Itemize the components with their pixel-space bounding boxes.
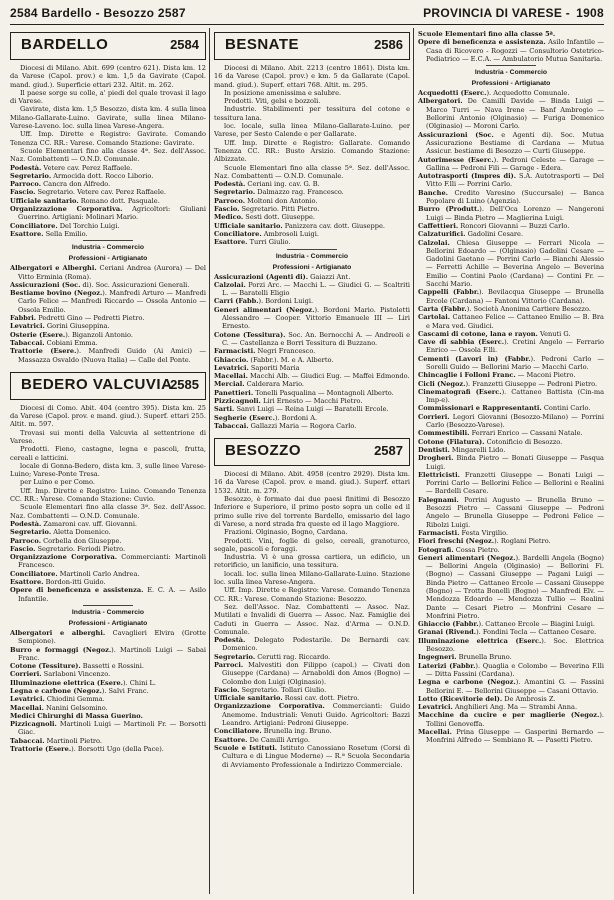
paragraph: Frazioni. Olginasio, Bogno, Cardana. — [224, 528, 348, 537]
town-name: BARDELLO — [21, 36, 109, 53]
section-heading: Industria - Commercio — [71, 608, 145, 616]
header-left: 2584 Bardello - Besozzo 2587 — [10, 6, 186, 20]
entry: Scuole Elementari fino alla classe 5ª. — [418, 30, 556, 38]
paragraph: per Luino e per Como. — [20, 478, 96, 487]
entry: Cave di sabbia (Eserc.). Cretini Angelo — Ferrario Enrico — Ossola F.lli. — [418, 338, 604, 355]
column-3 — [418, 30, 604, 894]
entry: Cementi (Lavori in) (Fabbr.). Pedroni Carlo — Sorelli Guido — Bellorini Mario — Macchi Carlo. — [418, 354, 604, 371]
entry: Illuminazione elettrica (Esere.). Chini L. — [10, 678, 157, 687]
entry: Albergatori. De Camilli Davide — Binda Luigi — Marco Turri — Nava Irene — Banf Ambrogio — Bellorini Antonio (Olginasio) — Furiga Domenico (Olginasio) — Moroni Carlo. — [418, 97, 604, 131]
entry: Organizzazione Corporativa. Commercianti: Martinoli Francesco. — [10, 553, 206, 570]
entry: Cappelli (Fabbr.). Bevilacqua Giuseppe — Brunella Ercole (Cardana) — Fantoni Vittorio (Cardana). — [418, 288, 604, 305]
entry: Tabaccai. Gallazzi Maria — Rogora Carlo. — [214, 421, 357, 430]
entry: Fascio. Segretario. Vetere cav. Perez Raffaele. — [10, 188, 166, 197]
entry: Macellai. Prina Giuseppe — Gasperini Bernardo — Monfrini Alfredo — Sembiano R. — Pasetti Pietro. — [418, 728, 604, 745]
entry: Levatrici. Anghilieri Ang. Ma — Strambi Anna. — [418, 703, 578, 712]
paragraph: Diocesi di Milano. Abit. 699 (centro 621). Dista km. 12 da Varese (Capol. prov.) e km. 1,5 da Gavirate (Capol. mand. giud.). Superficie ettari 232. Altit. m. 262. — [10, 64, 206, 89]
paragraph: Prodotti. Vini, foglie di gelso, cereali, granoturco, segale, pascoli e foraggi. — [214, 536, 410, 553]
entry: Esattore. De Camilli Arrigo. — [214, 735, 310, 744]
entry: Falegnami. Porrini Augusto — Brunella Bruno — Besozzi Pietro — Cassani Giuseppe — Pedroni Angelo — Brunella Giuseppe — Pedroni Felice — Ribolzi Luigi. — [418, 495, 604, 529]
column-2 — [214, 30, 410, 894]
town-box-bedero — [10, 372, 206, 400]
entry: Farmacisti. Negri Francesco. — [214, 347, 316, 356]
entry: Osterie (Esere.). Biganzoli Antonio. — [10, 330, 133, 339]
entry: Podestà. Ceriani ing. cav. G. B. — [214, 180, 320, 189]
entry: Commestibili. Ferrari Enrico — Cassani Natale. — [418, 429, 583, 438]
entry: Autorimesse (Eserc.). Pedroni Celeste — Garage — Gallina — Pedroni Fili — Garage - Edera. — [418, 155, 604, 172]
divider — [287, 249, 337, 250]
entry: Parroco. Moltoni don Antonio. — [214, 196, 318, 205]
entry: Medici Chirurghi di Massa Guerino. — [10, 711, 143, 720]
entry: Cascami di cotone, lana e rayon. Venuti G. — [418, 329, 571, 338]
entry: Fascio. Segretario. Tollari Giulio. — [214, 685, 327, 694]
entry: Esattore. Sella Emilio. — [10, 229, 88, 238]
entry: Granai (Rivend.). Fondini Tecla — Cattaneo Cesare. — [418, 628, 597, 637]
entry: Macchine da cucire e per maglierie (Negoz.). Tollini Genoveffa. — [418, 711, 604, 728]
paragraph: Uff. Imp. Dirette e Registro: Gallarate. Comando Tenenza CC. RR.: Busto Arsizio. Comando Stazione: Albizzate. — [214, 138, 410, 164]
entry: Mercial. Calderara Mario. — [214, 380, 305, 389]
entry: Medico. Sesti dott. Giuseppe. — [214, 213, 315, 222]
entry: Parroco. Cancra don Alfredo. — [10, 180, 111, 189]
entry: Ufficiale sanitario. Rossi cav. dott. Pietro. — [214, 694, 360, 703]
entry: Assicurazioni (Agenti di). Gaiazzi Ant. — [214, 272, 351, 281]
entry: Elettricisti. Franzetti Giuseppe — Bonati Luigi — Porrini Carlo — Bellorini Felice — Bellorini e Realini — Bardelli Cesare. — [418, 470, 604, 496]
entry: Organizzazione Corporativa. Agricoltori: Giuliani Guerrino. Artigiani: Molinari Mario. — [10, 205, 206, 222]
section-subheading: Professioni - Artigianato — [68, 255, 148, 263]
entry: Fascio. Segretario. Pitti Pietro. — [214, 205, 320, 214]
entry: Illuminazione elettrica (Eserc.). Soc. Elettrica Besozzo. — [418, 636, 604, 654]
divider — [83, 240, 133, 241]
entry: Segretario. Armocida dott. Rocco Liborio. — [10, 171, 154, 180]
section-subheading: Professioni - Artigianato — [471, 80, 551, 88]
entry: Scuole e Istituti. Istituto Canossiano Rosetum (Corsi di Cultura e di Lingue Moderne) — R.ª Scuola Secondaria di Avviamento Professionale a Indirizzo Commerciale. — [214, 743, 410, 769]
entry: Conciliatore. Del Torchio Luigi. — [10, 221, 120, 230]
entry: Ingegneri. Brunella Bruno. — [418, 653, 512, 662]
entry: Organizzazione Corporativa. Commercianti: Guido Anemome. Industriali: Venuti Guido. Agricoltori: Bazzi Leandro. Artigiani: Pedroni Giuseppe. — [214, 702, 410, 728]
entry: Cinematografi (Eserc.). Cattaneo Battista (Cin-ma Imp-e). — [418, 387, 604, 405]
entry: Segretario. Cerutti rag. Riccardo. — [214, 652, 331, 661]
entry: Corrieri. Sarlaboni Vincenzo. — [10, 670, 111, 679]
entry: Esattore. Turri Giulio. — [214, 238, 291, 247]
entry: Conciliatore. Ambrosoli Luigi. — [214, 229, 319, 238]
paragraph: Diocesi di Milano. Abit. 4958 (centro 2929). Dista km. 16 da Varese (Capol. prov. e mand. giud.). Superf. ettari 1532. Altit. m. 279. — [214, 470, 410, 495]
entry: Burro e formaggi (Negoz.). Martinoli Luigi — Sabai Franc. — [10, 645, 206, 662]
section-heading: Industria - Commercio — [474, 69, 548, 77]
town-name: BESOZZO — [225, 442, 302, 460]
entry: Carri (Fabb.). Bordoni Luigi. — [214, 297, 314, 306]
paragraph: locali. loc. sulla linea Milano-Gallarate-Luino. Stazione loc. sulla linea Varese-Angera. — [214, 569, 410, 587]
entry: Ghiaccio (Fabbr.). Cattaneo Ercole — Biagini Luigi. — [418, 620, 595, 629]
entry: Generi alimentari (Negoz.). Bordoni Mario. Pistoletti Alessandro — Cooper. Vittorio Emanuele III — Liri Ernesto. — [214, 305, 410, 331]
entry: Drogheri. Binda Pietro — Bonati Giuseppe — Pasqua Luigi. — [418, 454, 604, 471]
entry: Macellai. Nanini Gelsomino. — [10, 703, 108, 712]
town-number: 2584 — [170, 37, 199, 52]
entry: Parroci. Malvestiti don Filippo (capol.) — Civati don Giuseppe (Cardana) — Arnaboldi don Amos (Bogno) — Colombo don Luigi (Olginasio). — [214, 661, 410, 686]
entry: Panettieri. Tonelli Pasqualina — Montagnoli Alberto. — [214, 388, 394, 397]
column-1 — [10, 30, 206, 894]
town-name: BEDERO VALCUVIA — [21, 375, 173, 393]
paragraph: Scuole Elementari fino alla classe 3ª. Sez. dell'Assoc. Naz. Combattenti — O.N.D. Comunale. — [10, 503, 206, 520]
entry: Fascio. Segretario. Feriodi Pietro. — [10, 544, 126, 553]
column-divider — [413, 28, 414, 894]
entry: Levatrici. Gorini Giuseppina. — [10, 322, 110, 331]
header-rule — [10, 24, 604, 25]
entry: Conciliatore. Brunella ing. Bruno. — [214, 727, 332, 736]
paragraph: Besozzo, è formato dai due paesi finitimi di Besozzo Inferiore e Superiore, il primo posto sopra un colle ed il primo sulle rive del torrente Bardello, emissario del lago di Varese, a nord strada fra queste ed il lago Maggiore. — [214, 495, 410, 528]
entry: Autotrasporti (Impres di). S.A. Autotrasporti — Del Vitto F.lli — Porrini Carlo. — [418, 172, 604, 189]
entry: Podestà. Zamaroni cav. uff. Giovanni. — [10, 519, 138, 528]
header-right — [423, 6, 604, 20]
town-name: BESNATE — [225, 36, 300, 53]
section-subheading: Professioni - Artigianato — [272, 263, 352, 271]
entry: Fabbri. Pedretti Gino — Pedretti Pietro. — [10, 314, 145, 323]
entry: Cotone (Tessitura). Soc. An. Bernocchi A. — Andreoli e C. — Castellanza e Borri Tessitura di Buzzano. — [214, 330, 410, 347]
entry: Tabaccai. Cobiani Emma. — [10, 338, 98, 347]
entry: Albergatori e Alberghi. Ceriani Andrea (Aurora) — Del Vitto Erminia (Roma). — [10, 264, 206, 281]
entry: Segretario. Aletta Domenico. — [10, 528, 111, 537]
entry: Banche. Credito Varesino (Succursale) — Banca Popolare di Luino (Agenzia). — [418, 188, 604, 206]
entry: Carta (Fabbr.). Società Anonima Cartiere Besozzo. — [418, 304, 591, 313]
entry: Legna e carbone (Negoz.). Amantini G. — Fassini Bellorini E. — Bellorini Giuseppe — Casani Ottavio. — [418, 678, 604, 695]
paragraph: loc. locale, sulla linea Milano-Gallarate-Luino. per Varese, per Sesto Calende e per Gallarate. — [214, 122, 410, 139]
town-box-besozzo — [214, 438, 410, 466]
entry: Bestiame bovino (Negoz.). Manfredi Arturo — Manfredi Carlo Felice — Manfredi Riccardo — Ossola Antonio — Ossola Emilio. — [10, 289, 206, 314]
entry: Calzolai. Porzi Arc. — Macchi L. — Giudici G. — Scaltriti L. — Baratelli Eligio — [214, 280, 410, 298]
town-number: 2585 — [170, 376, 199, 392]
entry: Segretario. Dalmazzo rag. Francesco. — [214, 188, 344, 197]
entry: Cartolai. Cattaneo Felice — Cattaneo Emilio — B. Bra e Mara ved. Giudici. — [418, 313, 604, 330]
section-subheading: Professioni - Artigianato — [68, 619, 148, 627]
town-box-besnate — [214, 32, 410, 60]
header-province: PROVINCIA DI VARESE - — [423, 6, 571, 20]
entry: Conciliatore. Martinoli Carlo Andrea. — [10, 569, 140, 578]
section-heading: Industria - Commercio — [275, 252, 349, 260]
paragraph: Prodotti. Viti, gelsi e bozzoli. — [224, 97, 321, 106]
entry: Albergatori e alberghi. Cavaglieri Elvira (Grotte Sempione). — [10, 628, 206, 646]
town-number: 2586 — [374, 37, 403, 52]
paragraph: Prodotti. Fieno, castagne, legna e pascoli, frutta, cereali e latticini. — [10, 445, 206, 462]
entry: Assicurazioni (Soc. di). Soc. Assicurazioni Generali. — [10, 280, 190, 289]
entry: Cotone (Tessiture). Bassetti e Rossini. — [10, 662, 145, 671]
entry: Sarti. Sanvi Luigi — Reina Luigi — Baratelli Ercole. — [214, 405, 389, 414]
paragraph: Sez. dell'Assoc. Naz. Combattenti — Assoc. Naz. Mutilati e Invalidi di Guerra — Assoc. Naz. Famiglie dei Caduti in Guerra — Assoc. Naz. d'Arma — O.N.D. Comunale. — [214, 602, 410, 636]
entry: Dentisti. Mingarelli Lido. — [418, 445, 506, 454]
paragraph: Uff. Imp. Dirette e Registro: Varese. Comando Tenenza CC. RR.: Varese. Comando Stazione: Besozzo. — [214, 586, 410, 603]
column-divider — [209, 28, 210, 894]
entry: Ufficiale sanitario. Romano dott. Pasquale. — [10, 196, 160, 205]
entry: Macellai. Macchi Alb. — Giudici Eug. — Maffei Edmondo. — [214, 372, 410, 381]
paragraph: Trovasi sui monti della Valcuvia al settentrione di Varese. — [10, 428, 206, 445]
paragraph: In posizione amenissima e salubre. — [224, 88, 342, 97]
entry: Podestà. Vetere cav. Perez Raffaele. — [10, 163, 133, 172]
page-number: 1908 — [576, 6, 604, 20]
entry: Commissionari e Rappresentanti. Contini Carlo. — [418, 404, 591, 413]
entry: Levatrici. Chiodini Gemma. — [10, 695, 105, 704]
entry: Podestà. Delegato Podestarile. De Bernardi cav. Domenico. — [214, 636, 410, 653]
entry: Cotone (Filatura). Cotonificio di Besozzo. — [418, 437, 563, 446]
paragraph: Il paese sorge su colle, a' piedi del quale trovasi il lago di Varese. — [10, 88, 206, 106]
entry: Generi alimentari (Negoz.). Bardelli Angela (Bogno) — Bellorini Angela (Olginasio) — Bellorini Fi. (Bogno) — Cassani Giuseppe — Pagani Luigi — Binda Pietro — Cattaneo Ercole — Cassani Giuseppe (Bogno) — Trotta Bonelli (Bogno) — Manfredi Elv. — Mendozza Edoardo — Mendozza Tullio — Realini Dante — Cesari Pietro — Monfrini Cesare — Monfrini Pietro. — [418, 553, 604, 620]
entry: Assicurazioni (Soc. e Agenti di). Soc. Mutua Assicurazione Bestiame di Cardana — Mutua Assicur. bestiame di Besozzo — Curti Giuseppe. — [418, 130, 604, 156]
entry: Cicli (Negoz.). Franzetti Giuseppe — Pedroni Pietro. — [418, 379, 598, 388]
section-heading: Industria - Commercio — [71, 244, 145, 252]
entry: Fotografi. Cossa Pietro. — [418, 545, 500, 554]
entry: Calzolai. Chiesa Giuseppe — Ferrari Nicola — Bellorini Edoardo — (Olginasio) Gadolini Cesare — Gadolini Gaetano — Porrini Carlo — Bianchi Alessio — Ferretti Achille — Beverina Angelo — Beverina Emilio — Contini Paolo (Cardana) — Contini Fr. — Sacchi Mario. — [418, 238, 604, 289]
entry: Caffettieri. Roncori Giovanni — Buzzi Carlo. — [418, 221, 570, 230]
entry: Ghiaccio. (Fabbr.). M. e A. Alberto. — [214, 355, 334, 364]
entry: Opere di beneficenza e assistenza. Asilo Infantile — Casa di Ricovero - Rogozzi — Consultorio Ostetrico-Pediatrico — E.C.A. — Ambulatorio Mutua Sanitaria. — [418, 38, 604, 63]
paragraph: Diocesi di Como. Abit. 404 (centro 395). Dista km. 25 da Varese (Capol. prov. e mand. giud.). Superf. ettari 255. Altit. m. 597. — [10, 403, 206, 429]
paragraph: locale di Gonna-Bedero, dista km. 3, sulle linee Varese-Luino; Varese-Ponte Tresa. — [10, 461, 206, 479]
entry: Pizzicagnoli. Martinoli Luigi — Martinoli Fr. — Borsotti Giac. — [10, 720, 206, 737]
paragraph: Diocesi di Milano. Abit. 2213 (centro 1861). Dista km. 16 da Varese (Capol. prov.) e km. 5 da Gallarate (Capol. mand. giud.). Superf. ettari 768. Altit. m. 295. — [214, 64, 410, 89]
entry: Segherie (Eserc.). Bordoni A. — [214, 413, 318, 422]
running-header — [10, 6, 604, 24]
entry: Corrieri. Legori Giovanni (Besozzo-Milano) — Porrini Carlo (Besozzo-Varese). — [418, 412, 604, 430]
paragraph: Uff. Imp. Dirette e Registro: Gavirate. Comando Tenenza CC. RR.: Varese. Comando Stazione: Gavirate. — [10, 130, 206, 147]
entry: Tabaccai. Martinoli Pietro. — [10, 736, 102, 745]
entry: Parroco. Corbella don Giuseppe. — [10, 536, 122, 545]
paragraph: Gavirate, dista km. 1,5 Besozzo, dista km. 4 sulla linea Milano-Gallarate-Luino. Gavirate, sulla linea Milano-Varese-Laveno. loc. sulla linea Varese-Angera. — [10, 105, 206, 131]
entry: Lotto (Ricevitorie del). De Ambrosis Z. — [418, 694, 556, 703]
town-number: 2587 — [374, 443, 403, 459]
entry: Burro (Produtt.). Dell'Oca Lorenzo — Nangeroni Luigi — Binda Pietro — Maglierina Luigi. — [418, 205, 604, 222]
divider — [83, 605, 133, 606]
entry: Pizzicagnoli. Liri Ernesto — Macchi Pietro. — [214, 396, 363, 405]
paragraph: Scuole Elementari fino alla classe 4ª. Sez. dell'Assoc. Naz. Combattenti — O.N.D. Comunale. — [10, 146, 206, 164]
entry: Trattorie (Esere.). Manfredi Guido (Ai Amici) — Massazza Osvaldo (Nuova Italia) — Calle del Ponte. — [10, 347, 206, 364]
entry: Opere di beneficenza e assistenza. E. C. A. — Asilo Infantile. — [10, 586, 206, 603]
paragraph: Uff. Imp. Dirette e Registro: Luino. Comando Tenenza CC. RR.: Varese. Comando Stazione: Cuvio. — [10, 486, 206, 504]
town-box-bardello — [10, 32, 206, 60]
paragraph: Industrie. Stabilimenti per tessitura del cotone e tessitura lana. — [214, 105, 410, 122]
entry: Trattorie (Esere.). Borsotti Ugo (della Pace). — [10, 745, 164, 754]
entry: Calzaturifici. Gadolini Cesare. — [418, 230, 524, 239]
entry: Fiori freschi (Negoz.). Roglani Pietro. — [418, 537, 551, 546]
entry: Chincaglie i Folloni Franc. — Maconi Pietro. — [418, 371, 576, 380]
entry: Legna e carbone (Negoz.). Salvi Franc. — [10, 687, 149, 695]
entry: Laterizi (Fabbr.). Quaglia e Colombo — Beverina F.lli — Ditta Fassini (Cardana). — [418, 661, 604, 678]
divider — [486, 65, 536, 66]
paragraph: Industria. Vi è una grossa cartiera, un edificio, un retorificio, un lanificio, una tessitura. — [214, 553, 410, 570]
paragraph: Scuole Elementari fino alla classe 5ª. Sez. dell'Assoc. Naz. Combattenti — O.N.D. Comunale. — [214, 163, 410, 180]
entry: Levatrici. Saporiti Maria — [214, 363, 300, 372]
entry: Farmacisti. Festa Virgilio. — [418, 528, 509, 537]
entry: Esattore. Bordon-itti Guido. — [10, 578, 106, 587]
entry: Acquedotti (Eserc.). Acquedotto Comunale. — [418, 89, 570, 98]
entry: Ufficiale sanitario. Panizzera cav. dott. Giuseppe. — [214, 221, 385, 230]
